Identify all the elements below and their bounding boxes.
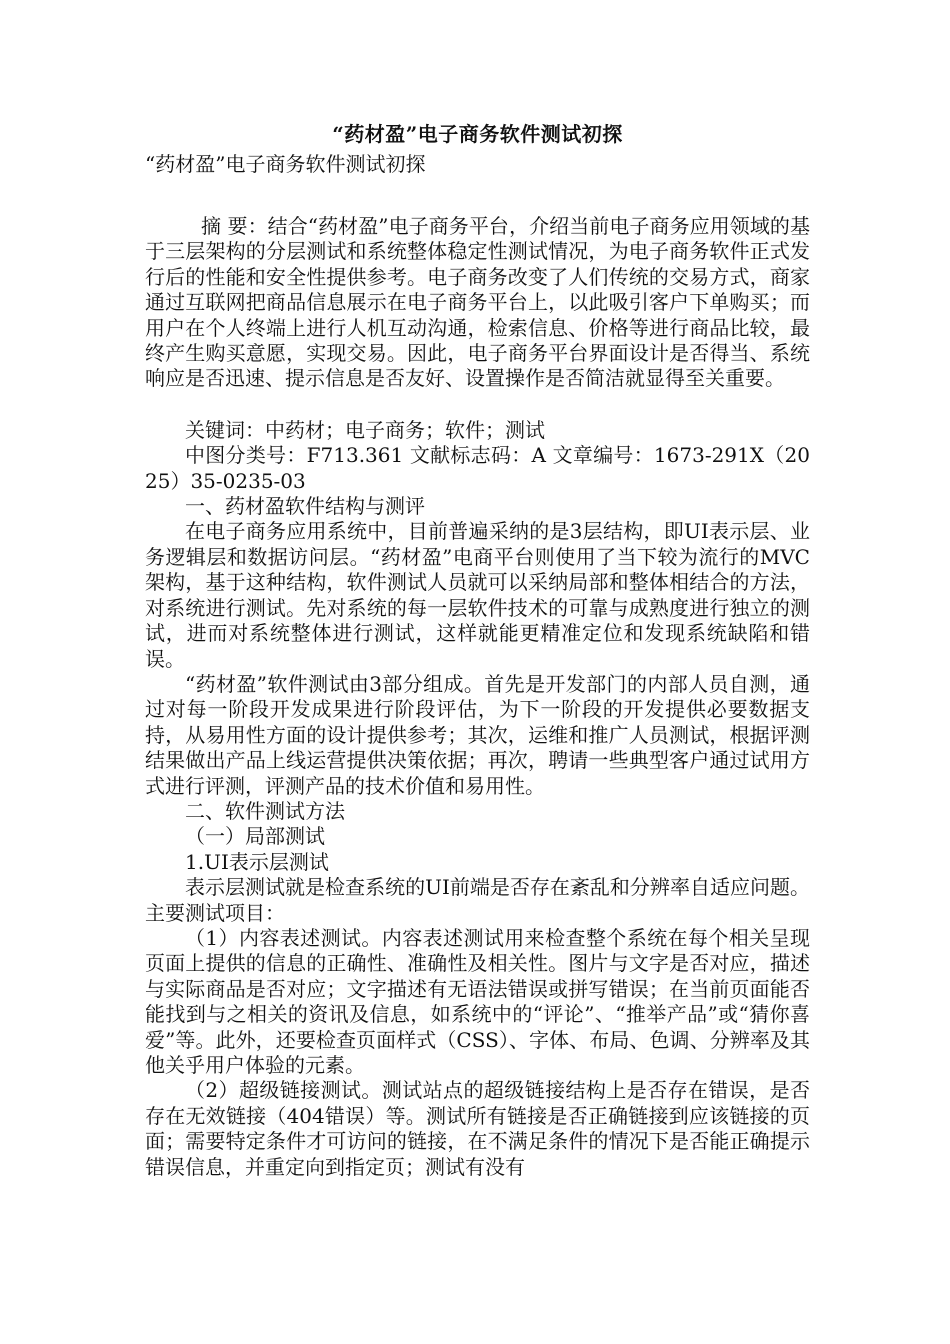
subsubsection-heading: 1.UI表示层测试 xyxy=(185,849,329,874)
body-paragraph: （1）内容表述测试。内容表述测试用来检查整个系统在每个相关呈现页面上提供的信息的正确性、准确性及相关性。图片与文字是否对应，描述与实际商品是否对应；文字描述有无语法错误或拼写错误；在当前页面能否能找到与之相关的资讯及信息，如系统中的“评论”、“推举产品”或“猜你喜爱”等。此外，还要检查页面样式（CSS）、字体、布局、色调、分辨率及其他关乎用户体验的元素。 xyxy=(145,925,810,1077)
document-page xyxy=(145,120,810,1180)
document-subtitle: “药材盈”电子商务软件测试初探 xyxy=(145,152,426,176)
body-paragraph: “药材盈”软件测试由3部分组成。首先是开发部门的内部人员自测，通过对每一阶段开发成果进行阶段评估，为下一阶段的开发提供必要数据支持，从易用性方面的设计提供参考；其次，运维和推广人员测试，根据评测结果做出产品上线运营提供决策依据；再次，聘请一些典型客户通过试用方式进行评测，评测产品的技术价值和易用性。 xyxy=(145,671,810,798)
classification-line: 中图分类号：F713.361 文献标志码：A 文章编号：1673-291X（2025）35-0235-03 xyxy=(145,443,810,493)
section-heading-2: 二、软件测试方法 xyxy=(185,798,345,823)
document-title: “药材盈”电子商务软件测试初探 xyxy=(332,122,623,146)
body-paragraph: 在电子商务应用系统中，目前普遍采纳的是3层结构，即UI表示层、业务逻辑层和数据访问层。“药材盈”电商平台则使用了当下较为流行的MVC架构，基于这种结构，软件测试人员就可以采纳局部和整体相结合的方法，对系统进行测试。先对系统的每一层软件技术的可靠与成熟度进行独立的测试，进而对系统整体进行测试，这样就能更精准定位和发现系统缺陷和错误。 xyxy=(145,519,810,671)
body-paragraph: 表示层测试就是检查系统的UI前端是否存在紊乱和分辨率自适应问题。主要测试项目： xyxy=(145,875,810,925)
keywords-line: 关键词：中药材；电子商务；软件；测试 xyxy=(185,417,545,442)
body-paragraph: （2）超级链接测试。测试站点的超级链接结构上是否存在错误，是否存在无效链接（404错误）等。测试所有链接是否正确链接到应该链接的页面；需要特定条件才可访问的链接，在不满足条件的情况下是否能正确提示错误信息，并重定向到指定页；测试有没有 xyxy=(145,1078,810,1179)
spacer xyxy=(145,178,810,214)
spacer xyxy=(145,392,810,418)
section-heading-1: 一、药材盈软件结构与测评 xyxy=(185,494,425,519)
subsection-heading: （一）局部测试 xyxy=(185,824,325,849)
abstract-paragraph: 摘 要：结合“药材盈”电子商务平台，介绍当前电子商务应用领域的基于三层架构的分层测试和系统整体稳定性测试情况，为电子商务软件正式发行后的性能和安全性提供参考。电子商务改变了人们传统的交易方式，商家通过互联网把商品信息展示在电子商务平台上，以此吸引客户下单购买；而用户在个人终端上进行人机互动沟通，检索信息、价格等进行商品比较，最终产生购买意愿，实现交易。因此，电子商务平台界面设计是否得当、系统响应是否迅速、提示信息是否友好、设置操作是否简洁就显得至关重要。 xyxy=(145,214,810,391)
